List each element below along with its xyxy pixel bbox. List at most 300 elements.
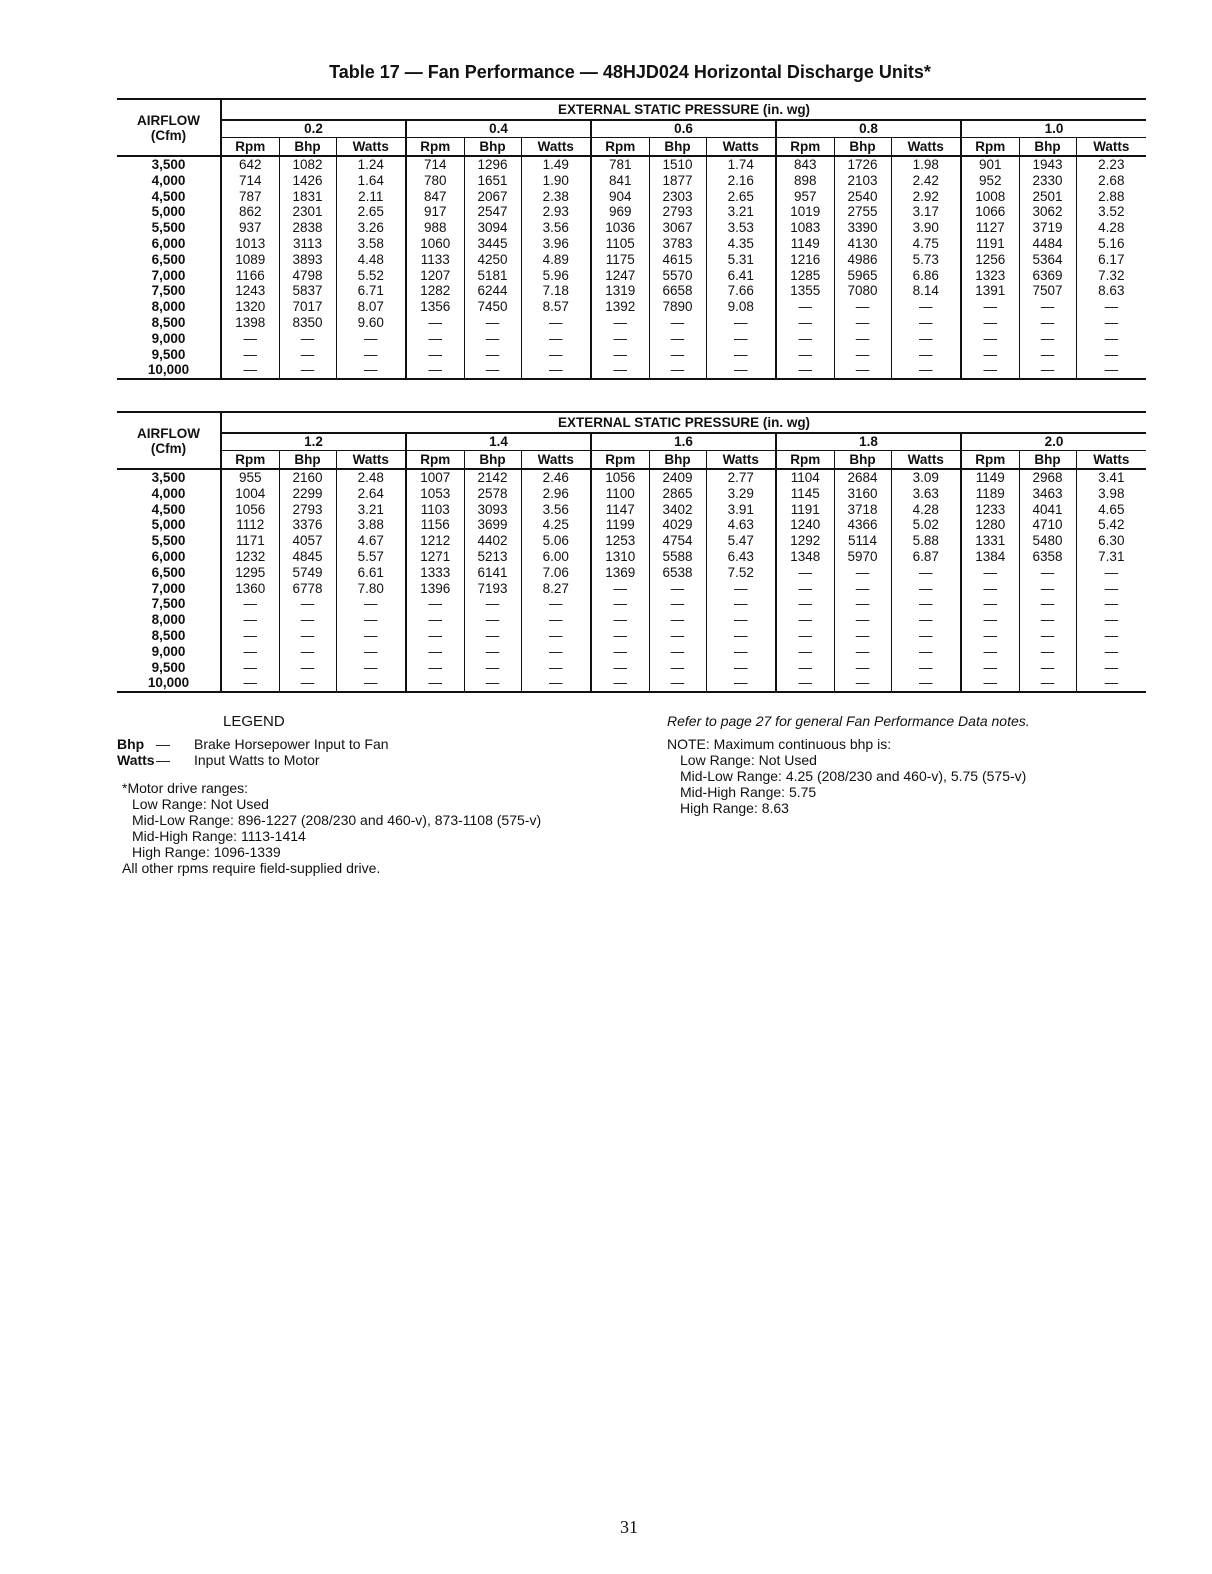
table-cell: 901 <box>961 156 1019 173</box>
table-cell: — <box>1076 565 1146 581</box>
table-cell: 1391 <box>961 283 1019 299</box>
table-cell: 8.63 <box>1076 283 1146 299</box>
table-cell: — <box>834 315 891 331</box>
table-cell: 1295 <box>235 564 266 580</box>
table-cell: 1104 <box>776 469 834 486</box>
table-cell: 5.57 <box>336 549 406 565</box>
max-note-line: Low Range: Not Used <box>680 752 817 768</box>
airflow-header <box>117 99 221 156</box>
table-cell: — <box>776 612 834 628</box>
table-cell: 2142 <box>464 469 521 486</box>
airflow-value: 8,000 <box>117 612 221 628</box>
table-cell: — <box>406 660 464 676</box>
table-cell: — <box>706 612 776 628</box>
airflow-value: 6,500 <box>117 252 221 268</box>
pressure-column-header: 0.8 <box>776 120 961 138</box>
table-cell: 4130 <box>834 236 891 252</box>
table-cell: 1333 <box>406 565 464 581</box>
subcolumn-header: Rpm <box>591 138 649 157</box>
table-cell: — <box>336 331 406 347</box>
table-cell: — <box>243 627 257 643</box>
airflow-value: 7,500 <box>117 283 221 299</box>
table-cell: — <box>406 612 464 628</box>
table-cell: 957 <box>776 189 834 205</box>
subcolumn-header: Rpm <box>406 451 464 470</box>
table-cell: 2.46 <box>521 469 591 486</box>
table-cell: — <box>961 315 1019 331</box>
table-cell: — <box>243 643 257 659</box>
table-cell: — <box>961 299 1019 315</box>
table-cell: — <box>591 347 649 363</box>
subcolumn-header: Watts <box>1076 138 1146 157</box>
table-cell: 2684 <box>834 469 891 486</box>
airflow-value: 9,500 <box>117 347 221 363</box>
table-cell: — <box>649 315 706 331</box>
table-cell: — <box>649 596 706 612</box>
pressure-column-header: 1.8 <box>776 433 961 451</box>
table-row <box>117 252 1146 268</box>
table-cell: — <box>834 644 891 660</box>
max-note-line: High Range: 8.63 <box>680 800 789 816</box>
table-cell: 6244 <box>464 283 521 299</box>
table-cell: 3.58 <box>336 236 406 252</box>
table-cell: — <box>279 660 336 676</box>
table-cell: — <box>961 628 1019 644</box>
table-cell: — <box>776 660 834 676</box>
airflow-value: 9,500 <box>117 660 221 676</box>
table-cell: — <box>406 362 464 379</box>
airflow-header <box>117 412 221 469</box>
subcolumn-header: Watts <box>336 451 406 470</box>
table-cell: 1348 <box>776 549 834 565</box>
table-cell: — <box>336 628 406 644</box>
table-cell: — <box>961 596 1019 612</box>
table-cell: — <box>336 644 406 660</box>
table-cell: — <box>279 628 336 644</box>
table-cell: — <box>961 565 1019 581</box>
table-cell: — <box>1019 644 1076 660</box>
table-cell: 1191 <box>961 236 1019 252</box>
table-cell: 6358 <box>1019 549 1076 565</box>
table-cell: 1384 <box>961 549 1019 565</box>
table-cell: — <box>279 362 336 379</box>
table-cell: 7.32 <box>1076 268 1146 284</box>
table-row <box>117 675 1146 692</box>
table-cell: 9.08 <box>706 299 776 315</box>
airflow-value: 10,000 <box>117 675 221 692</box>
subcolumn-header: Rpm <box>961 138 1019 157</box>
table-cell: 898 <box>776 173 834 189</box>
legend-item-bhp <box>117 736 389 752</box>
table-cell: 8.27 <box>521 581 591 597</box>
table-cell: — <box>336 612 406 628</box>
table-cell: 6658 <box>649 283 706 299</box>
table-cell: 1369 <box>591 565 649 581</box>
table-cell: — <box>891 581 961 597</box>
table-cell: 3067 <box>649 220 706 236</box>
table-cell: 781 <box>591 156 649 173</box>
table-cell: 1240 <box>776 517 834 533</box>
table-cell: — <box>834 596 891 612</box>
table-cell: — <box>279 596 336 612</box>
airflow-value: 6,000 <box>117 236 221 252</box>
table-cell: 5570 <box>649 268 706 284</box>
motor-note-line: High Range: 1096-1339 <box>132 844 281 860</box>
table-cell: 969 <box>591 204 649 220</box>
table-cell: 642 <box>238 157 262 172</box>
table-cell: 3.56 <box>521 220 591 236</box>
table-cell: — <box>243 659 257 675</box>
table-cell: 6.17 <box>1076 252 1146 268</box>
table-cell: — <box>649 628 706 644</box>
table-cell: 2865 <box>649 486 706 502</box>
table-cell: — <box>464 596 521 612</box>
table-row <box>117 299 1146 315</box>
table-cell: 952 <box>961 173 1019 189</box>
table-cell: 5749 <box>279 565 336 581</box>
table-cell: 1149 <box>776 236 834 252</box>
table-cell: 1.98 <box>891 156 961 173</box>
table-cell: 2330 <box>1019 173 1076 189</box>
table-cell: — <box>591 612 649 628</box>
table-cell: — <box>649 660 706 676</box>
table-cell: 1.49 <box>521 156 591 173</box>
table-cell: 714 <box>238 172 262 188</box>
table-cell: 1319 <box>591 283 649 299</box>
table-cell: 4.48 <box>336 252 406 268</box>
table-cell: — <box>776 675 834 692</box>
airflow-value: 5,500 <box>117 220 221 236</box>
legend-abbr: Watts <box>117 752 155 768</box>
table-cell: 1.24 <box>336 156 406 173</box>
table-cell: 3093 <box>464 502 521 518</box>
table-cell: 1360 <box>235 580 266 596</box>
table-cell: 2.23 <box>1076 156 1146 173</box>
table-cell: — <box>521 362 591 379</box>
table-cell: 3893 <box>279 252 336 268</box>
table-cell: — <box>649 612 706 628</box>
airflow-value: 8,500 <box>117 628 221 644</box>
table-cell: 7.66 <box>706 283 776 299</box>
table-cell: 780 <box>406 173 464 189</box>
table-cell: 3376 <box>279 517 336 533</box>
table-cell: — <box>834 347 891 363</box>
table-cell: — <box>1076 362 1146 379</box>
table-cell: 4710 <box>1019 517 1076 533</box>
airflow-value: 6,500 <box>117 565 221 581</box>
table-cell: 4615 <box>649 252 706 268</box>
table-cell: 3718 <box>834 502 891 518</box>
table-cell: 2540 <box>834 189 891 205</box>
table-cell: 2793 <box>649 204 706 220</box>
table-cell: — <box>1076 628 1146 644</box>
subcolumn-header: Bhp <box>279 138 336 157</box>
table-cell: 1216 <box>776 252 834 268</box>
table-cell: 1212 <box>406 533 464 549</box>
table-row <box>117 283 1146 299</box>
table-cell: — <box>279 675 336 692</box>
table-cell: 7080 <box>834 283 891 299</box>
table-cell: 988 <box>406 220 464 236</box>
table-cell: — <box>279 644 336 660</box>
table-cell: 4.89 <box>521 252 591 268</box>
airflow-value: 10,000 <box>117 362 221 379</box>
table-cell: 1651 <box>464 173 521 189</box>
table-cell: 5.47 <box>706 533 776 549</box>
table-cell: 1243 <box>235 283 266 299</box>
pressure-column-header: 1.0 <box>961 120 1146 138</box>
table-cell: — <box>591 362 649 379</box>
table-cell: — <box>891 315 961 331</box>
table-cell: 6.87 <box>891 549 961 565</box>
pressure-column-header: 1.2 <box>221 433 406 451</box>
table-cell: 937 <box>238 220 262 236</box>
table-cell: — <box>521 347 591 363</box>
table-cell: — <box>649 581 706 597</box>
table-cell: — <box>464 660 521 676</box>
pressure-column-header: 0.4 <box>406 120 591 138</box>
table-cell: 5114 <box>834 533 891 549</box>
subcolumn-header: Bhp <box>1019 451 1076 470</box>
table-cell: 1253 <box>591 533 649 549</box>
subcolumn-header: Bhp <box>464 138 521 157</box>
page-title: Table 17 — Fan Performance — 48HJD024 Horizontal Discharge Units* <box>329 62 931 82</box>
table-cell: — <box>521 660 591 676</box>
table-cell: — <box>279 347 336 363</box>
table-cell: 1943 <box>1019 156 1076 173</box>
table-cell: 1166 <box>235 267 265 283</box>
table-cell: 2.93 <box>521 204 591 220</box>
table-cell: — <box>706 347 776 363</box>
table-cell: 1232 <box>235 548 266 564</box>
table-row <box>117 189 1146 205</box>
table-cell: 3.53 <box>706 220 776 236</box>
table-cell: 2303 <box>649 189 706 205</box>
table-cell: 1103 <box>406 502 464 518</box>
airflow-value: 7,500 <box>117 596 221 612</box>
table-row <box>117 331 1146 347</box>
table-cell: 1013 <box>235 235 266 251</box>
table-cell: 714 <box>406 156 464 173</box>
table-row <box>117 628 1146 644</box>
table-cell: 1066 <box>961 204 1019 220</box>
table-cell: 4029 <box>649 517 706 533</box>
table-cell: — <box>706 675 776 692</box>
table-cell: — <box>279 331 336 347</box>
table-cell: 1100 <box>591 486 649 502</box>
table-cell: — <box>1019 315 1076 331</box>
table-cell: — <box>464 347 521 363</box>
table-cell: 3402 <box>649 502 706 518</box>
table-cell: 6.43 <box>706 549 776 565</box>
airflow-value: 7,000 <box>117 268 221 284</box>
table-cell: 3.29 <box>706 486 776 502</box>
table-cell: 2103 <box>834 173 891 189</box>
table-cell: 5.52 <box>336 268 406 284</box>
table-cell: — <box>243 596 257 612</box>
table-cell: 2578 <box>464 486 521 502</box>
table-cell: 1320 <box>235 299 266 315</box>
table-cell: 1149 <box>961 469 1019 486</box>
subcolumn-header: Watts <box>891 451 961 470</box>
table-cell: — <box>464 644 521 660</box>
table-cell: 1510 <box>649 156 706 173</box>
table-cell: 4754 <box>649 533 706 549</box>
table-cell: — <box>521 596 591 612</box>
table-cell: — <box>591 628 649 644</box>
table-cell: 4.28 <box>1076 220 1146 236</box>
subcolumn-header: Watts <box>521 138 591 157</box>
table-cell: 7017 <box>279 299 336 315</box>
subcolumn-header: Rpm <box>776 138 834 157</box>
table-cell: 4041 <box>1019 502 1076 518</box>
legend-dash: — <box>156 752 170 768</box>
table-cell: — <box>961 331 1019 347</box>
subcolumn-header: Watts <box>521 451 591 470</box>
table-cell: 3699 <box>464 517 521 533</box>
subcolumn-header: Rpm <box>221 451 279 470</box>
airflow-value: 6,000 <box>117 549 221 565</box>
table-cell: — <box>591 644 649 660</box>
table-cell: 2.88 <box>1076 189 1146 205</box>
table-cell: 3.88 <box>336 517 406 533</box>
table-cell: 1053 <box>406 486 464 502</box>
table-cell: 917 <box>406 204 464 220</box>
table-cell: — <box>776 299 834 315</box>
external-static-pressure-header: EXTERNAL STATIC PRESSURE (in. wg) <box>221 99 1146 120</box>
table-cell: 1105 <box>591 236 649 252</box>
table-cell: 1145 <box>776 486 834 502</box>
pressure-column-header: 1.4 <box>406 433 591 451</box>
legend-title: LEGEND <box>223 713 285 730</box>
table-cell: 2968 <box>1019 469 1076 486</box>
table-cell: — <box>834 612 891 628</box>
table-cell: — <box>776 331 834 347</box>
table-cell: — <box>243 612 257 628</box>
table-cell: — <box>891 675 961 692</box>
table-cell: — <box>834 362 891 379</box>
table-cell: 1056 <box>235 501 266 517</box>
table-cell: 3094 <box>464 220 521 236</box>
table-row <box>117 268 1146 284</box>
table-cell: 5.73 <box>891 252 961 268</box>
airflow-value: 4,000 <box>117 173 221 189</box>
table-cell: 1271 <box>406 549 464 565</box>
table-cell: 1392 <box>591 299 649 315</box>
table-row <box>117 220 1146 236</box>
table-cell: — <box>706 596 776 612</box>
table-cell: 2299 <box>279 486 336 502</box>
table-cell: 3445 <box>464 236 521 252</box>
table-cell: 4.67 <box>336 533 406 549</box>
table-cell: — <box>336 675 406 692</box>
table-cell: 3062 <box>1019 204 1076 220</box>
table-row <box>117 581 1146 597</box>
airflow-value: 9,000 <box>117 644 221 660</box>
table-cell: 1133 <box>406 252 464 268</box>
table-cell: 3.09 <box>891 469 961 486</box>
table-cell: 2755 <box>834 204 891 220</box>
table-cell: — <box>406 347 464 363</box>
table-cell: 3.52 <box>1076 204 1146 220</box>
motor-note-line: Mid-High Range: 1113-1414 <box>132 828 306 844</box>
table-cell: — <box>243 330 257 346</box>
motor-note-line: Low Range: Not Used <box>132 796 269 812</box>
table-cell: — <box>776 581 834 597</box>
subcolumn-header: Rpm <box>961 451 1019 470</box>
table-cell: — <box>464 628 521 644</box>
table-cell: 7507 <box>1019 283 1076 299</box>
table-cell: 6.41 <box>706 268 776 284</box>
table-row <box>117 347 1146 363</box>
table-row <box>117 156 1146 173</box>
table-cell: 5.88 <box>891 533 961 549</box>
table-cell: 6.71 <box>336 283 406 299</box>
table-cell: — <box>1076 644 1146 660</box>
table-cell: — <box>706 628 776 644</box>
table-cell: 9.60 <box>336 315 406 331</box>
table-cell: 841 <box>591 173 649 189</box>
table-cell: — <box>591 596 649 612</box>
table-cell: — <box>891 565 961 581</box>
table-cell: 862 <box>238 204 262 220</box>
table-cell: 1396 <box>406 581 464 597</box>
table-row <box>117 565 1146 581</box>
table-cell: 3113 <box>279 236 336 252</box>
table-cell: — <box>891 644 961 660</box>
table-cell: 5.02 <box>891 517 961 533</box>
table-cell: — <box>776 565 834 581</box>
table-cell: 6538 <box>649 565 706 581</box>
table-cell: — <box>834 660 891 676</box>
table-cell: — <box>521 675 591 692</box>
table-cell: 6.61 <box>336 565 406 581</box>
table-row <box>117 204 1146 220</box>
table-row <box>117 173 1146 189</box>
table-cell: 2.16 <box>706 173 776 189</box>
page-number: 31 <box>620 1517 638 1537</box>
table-cell: — <box>279 612 336 628</box>
subcolumn-header: Rpm <box>221 138 279 157</box>
table-cell: — <box>406 628 464 644</box>
table-cell: — <box>1019 675 1076 692</box>
table-cell: 2.11 <box>336 189 406 205</box>
table-cell: 1282 <box>406 283 464 299</box>
table-cell: 6141 <box>464 565 521 581</box>
table-cell: — <box>776 347 834 363</box>
table-cell: — <box>336 362 406 379</box>
pressure-column-header: 0.6 <box>591 120 776 138</box>
table-cell: 2.42 <box>891 173 961 189</box>
table-cell: 1060 <box>406 236 464 252</box>
table-cell: 4250 <box>464 252 521 268</box>
table-cell: 4986 <box>834 252 891 268</box>
table-cell: 1082 <box>279 156 336 173</box>
table-cell: 2067 <box>464 189 521 205</box>
table-cell: — <box>406 331 464 347</box>
table-cell: — <box>776 362 834 379</box>
table-cell: 4798 <box>279 268 336 284</box>
airflow-label: AIRFLOW <box>137 425 200 441</box>
table-row <box>117 517 1146 533</box>
table-cell: — <box>521 628 591 644</box>
table-cell: — <box>961 347 1019 363</box>
airflow-value: 8,000 <box>117 299 221 315</box>
table-cell: 5.31 <box>706 252 776 268</box>
table-cell: 5181 <box>464 268 521 284</box>
airflow-value: 5,000 <box>117 517 221 533</box>
table-cell: 1310 <box>591 549 649 565</box>
